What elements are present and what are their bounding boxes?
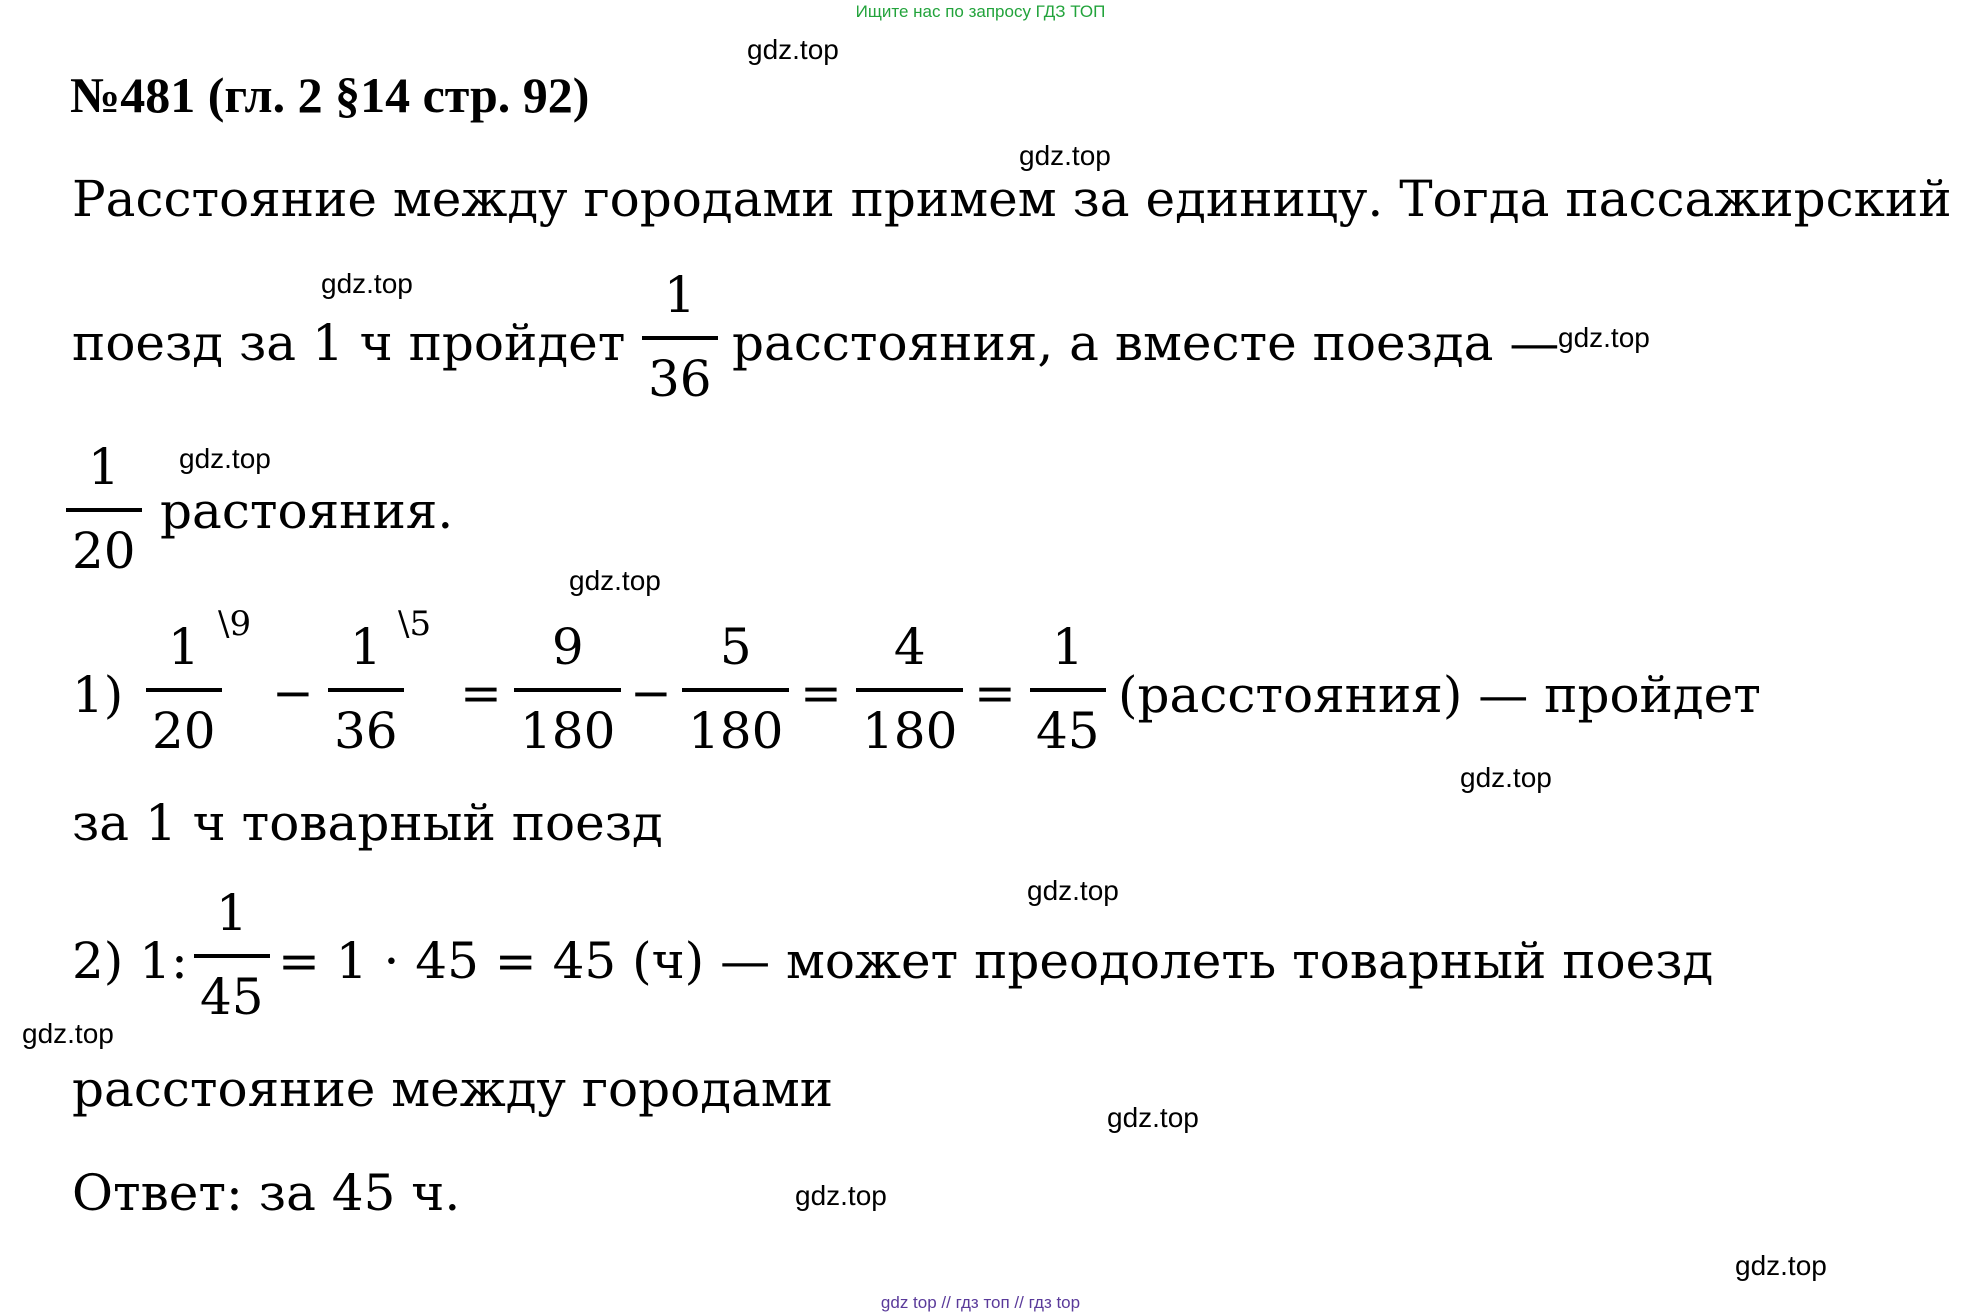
watermark: gdz.top (747, 34, 839, 65)
fraction-5-180 (682, 618, 789, 760)
multiplier-note: \9 (218, 604, 252, 644)
text-line: поезд за 1 ч пройдет (72, 314, 626, 372)
watermark: gdz.top (1027, 875, 1119, 906)
numerator: 1 (167, 618, 200, 676)
watermark: gdz.top (1558, 322, 1650, 353)
multiplier-note: \5 (398, 604, 432, 644)
fraction-4-180 (856, 618, 963, 760)
text-line: расстояние между городами (72, 1060, 834, 1118)
fraction-1-20 (146, 618, 222, 760)
numerator: 1 (349, 618, 382, 676)
equals-sign: = (460, 664, 502, 722)
fraction-bar (682, 688, 789, 692)
minus-sign: − (272, 664, 314, 722)
text-line: растояния. (160, 482, 454, 540)
top-banner: Ищите нас по запросу ГДЗ ТОП (855, 2, 1106, 21)
text-line: за 1 ч товарный поезд (72, 794, 663, 852)
numerator: 1 (663, 266, 696, 324)
denominator: 180 (688, 702, 784, 760)
footer-links: gdz top // гдз топ // гдз top (880, 1293, 1081, 1312)
step-label: 1) (72, 666, 124, 724)
watermark: gdz.top (795, 1180, 887, 1211)
watermark: gdz.top (321, 268, 413, 299)
denominator: 180 (520, 702, 616, 760)
denominator: 180 (862, 702, 958, 760)
numerator: 9 (551, 618, 584, 676)
fraction-1-45 (1030, 618, 1106, 760)
denominator: 36 (648, 350, 712, 408)
fraction-bar (1030, 688, 1106, 692)
fraction-bar (66, 508, 142, 512)
fraction-1-36 (328, 618, 404, 760)
answer: Ответ: за 45 ч. (72, 1164, 461, 1222)
fraction-bar (514, 688, 621, 692)
fraction-bar (642, 336, 718, 340)
problem-title: №481 (гл. 2 §14 стр. 92) (70, 67, 590, 123)
equals-sign: = (974, 664, 1016, 722)
fraction-bar (856, 688, 963, 692)
denominator: 20 (72, 522, 136, 580)
numerator: 4 (893, 618, 926, 676)
denominator: 45 (1036, 702, 1100, 760)
watermark: gdz.top (1735, 1250, 1827, 1281)
fraction-bar (328, 688, 404, 692)
watermark: gdz.top (179, 443, 271, 474)
minus-sign: − (630, 664, 672, 722)
numerator: 5 (719, 618, 752, 676)
equals-sign: = (800, 664, 842, 722)
text-line: расстояния, а вместе поезда — (732, 314, 1560, 372)
watermark: gdz.top (1107, 1102, 1199, 1133)
step-label: 2) 1: (72, 932, 188, 990)
denominator: 36 (334, 702, 398, 760)
fraction-1-36 (642, 266, 718, 408)
numerator: 1 (1051, 618, 1084, 676)
watermark: gdz.top (1460, 762, 1552, 793)
fraction-9-180 (514, 618, 621, 760)
denominator: 45 (200, 968, 264, 1026)
text-line: = 1 · 45 = 45 (ч) — может преодолеть товарный поезд (278, 932, 1714, 990)
numerator: 1 (215, 884, 248, 942)
watermark: gdz.top (1019, 140, 1111, 171)
denominator: 20 (152, 702, 216, 760)
fraction-1-20 (66, 438, 142, 580)
fraction-bar (194, 954, 270, 958)
text-line: (расстояния) — пройдет (1118, 666, 1761, 724)
fraction-1-45 (194, 884, 270, 1026)
numerator: 1 (87, 438, 120, 496)
watermark: gdz.top (569, 565, 661, 596)
text-line: Расстояние между городами примем за единицу. Тогда пассажирский (72, 170, 1952, 228)
fraction-bar (146, 688, 222, 692)
watermark: gdz.top (22, 1018, 114, 1049)
